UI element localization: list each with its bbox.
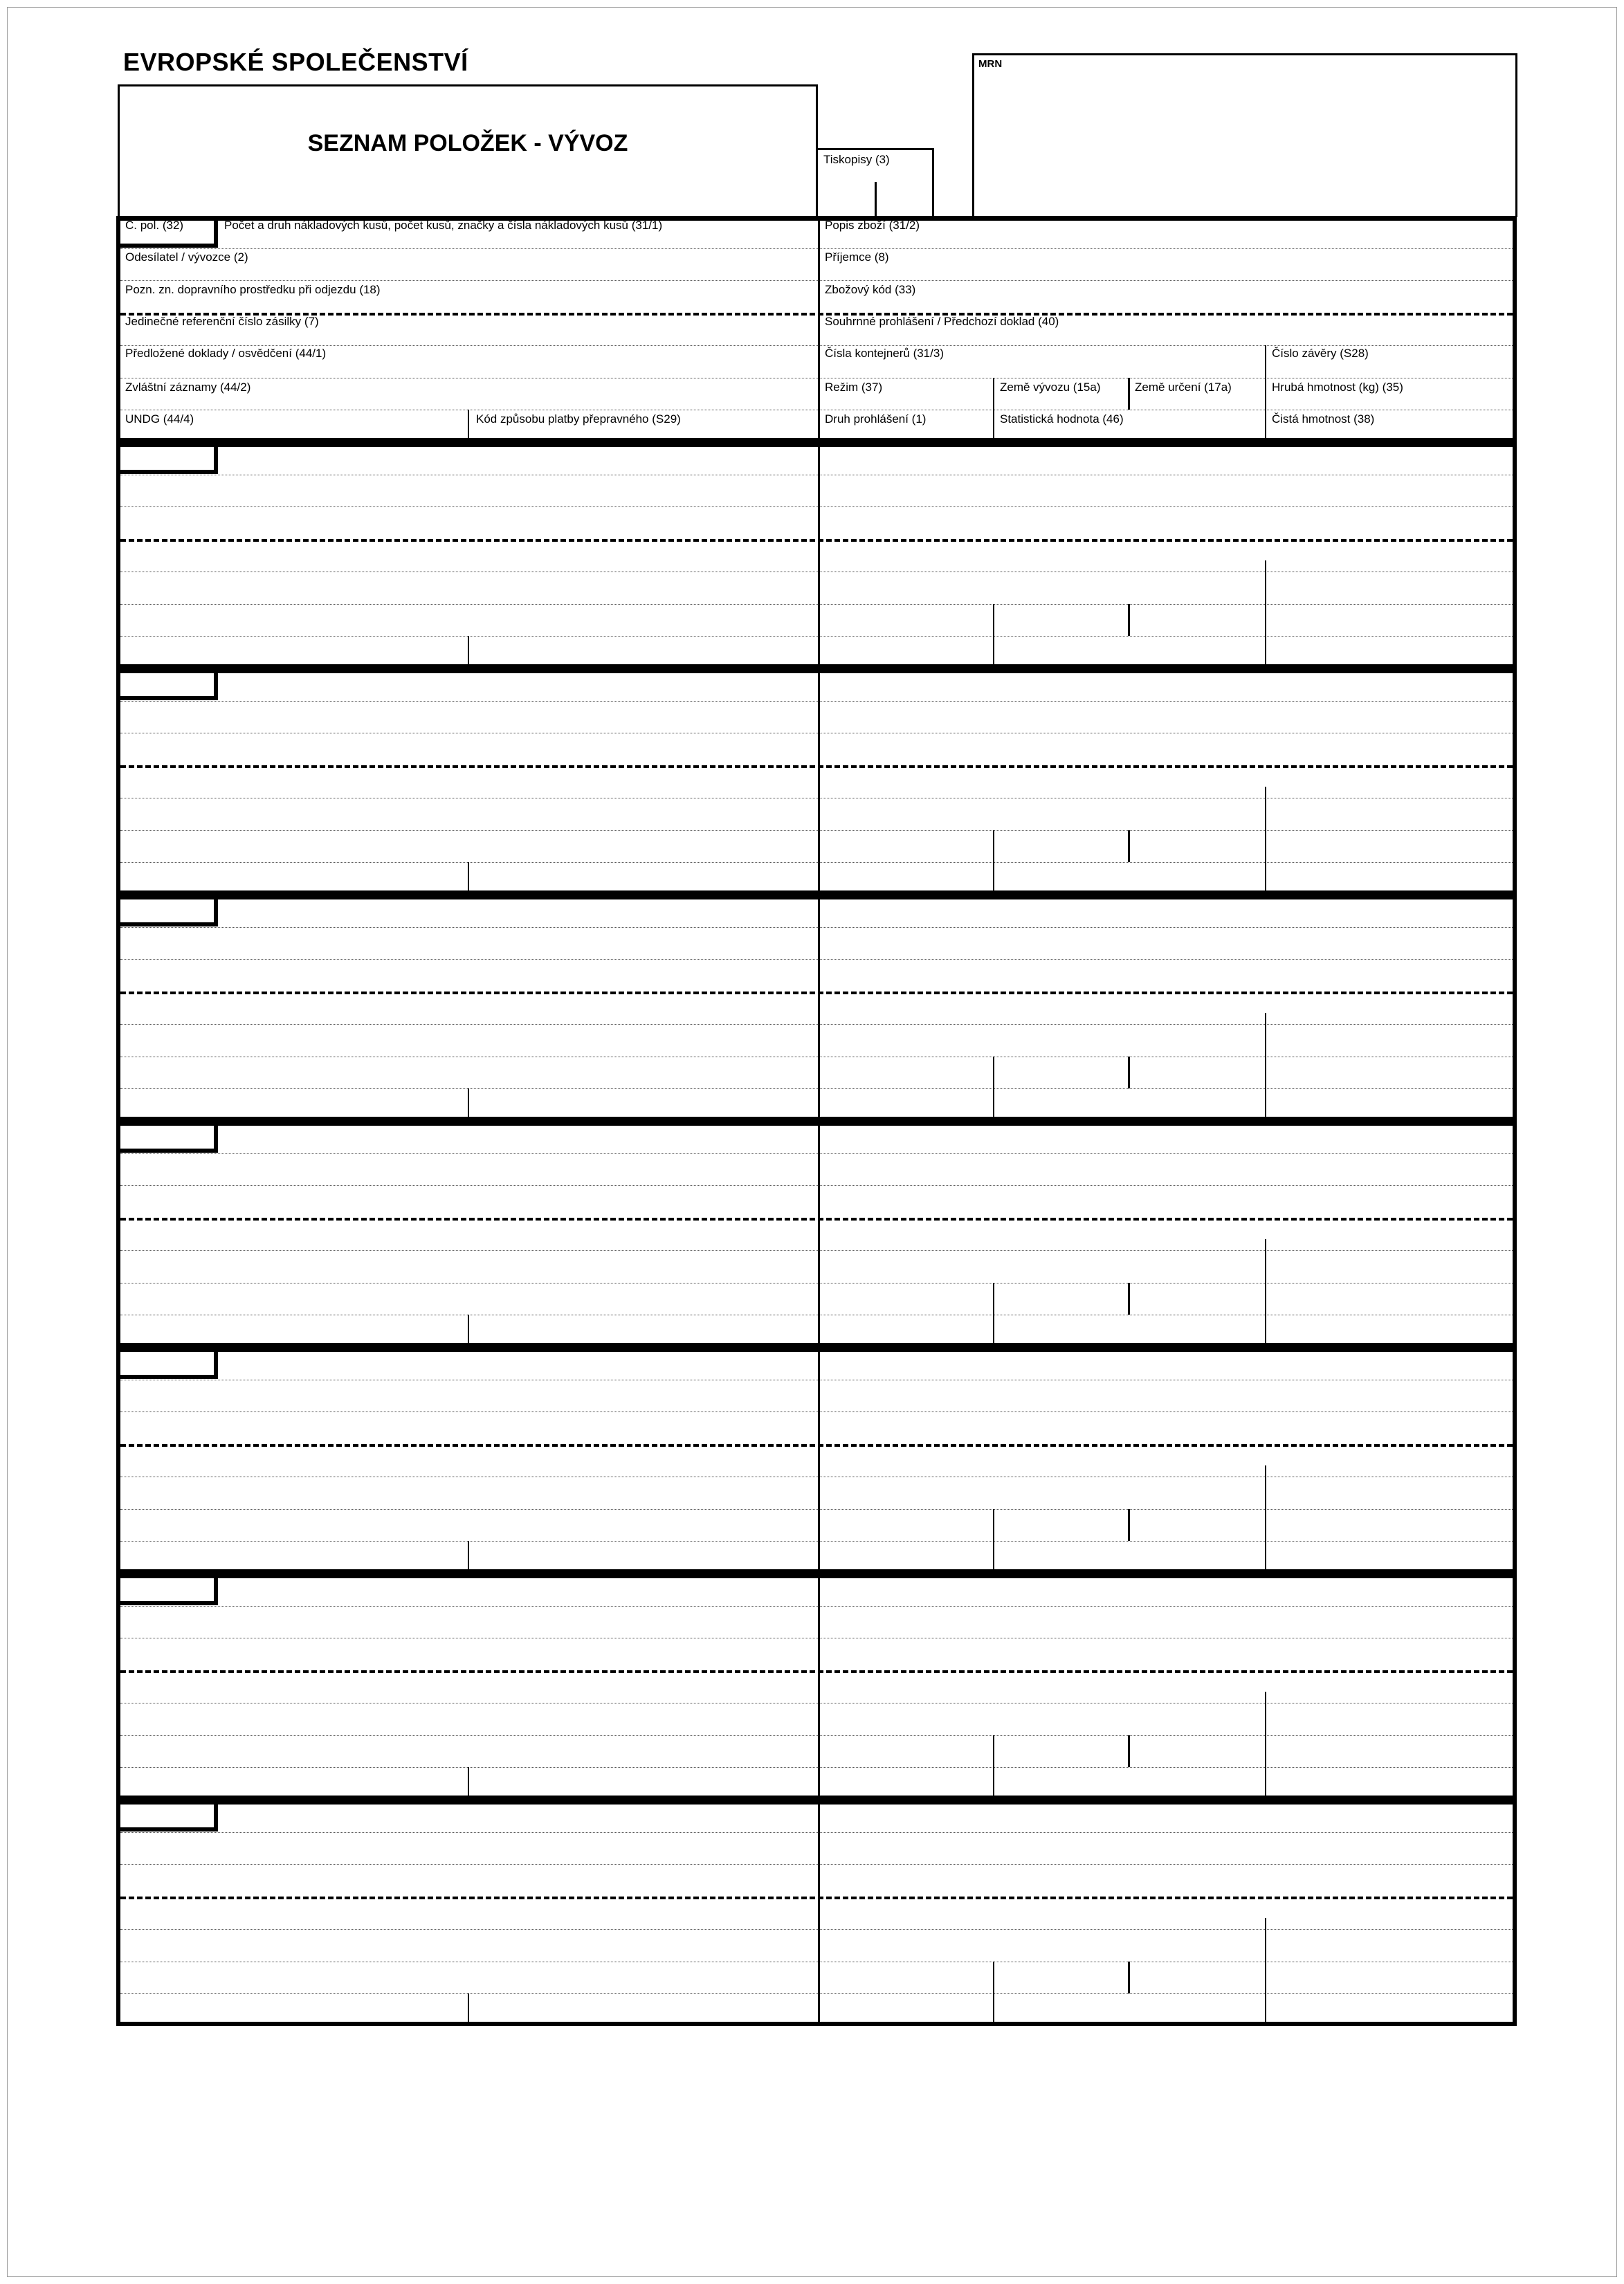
item-block-3-col-b <box>1128 1057 1130 1088</box>
item-block-5-item-no-box[interactable] <box>118 1347 218 1379</box>
item-block-2-row-3 <box>120 765 1513 768</box>
item-block-1-row-3 <box>120 539 1513 542</box>
item-block-7-col-b <box>1128 1962 1130 1993</box>
item-block-7-item-no-box[interactable] <box>118 1800 218 1831</box>
containers-label: Čísla kontejnerů (31/3) <box>825 347 944 360</box>
header-block-row-1 <box>120 248 1513 249</box>
item-block-1-row-6 <box>120 636 1513 637</box>
item-block-3-row-3 <box>120 992 1513 994</box>
item-block-5-col-a <box>993 1509 994 1573</box>
item-block-6 <box>116 1573 1517 1800</box>
item-block-1-col-b <box>1128 604 1130 636</box>
item-block-6-col-b <box>1128 1735 1130 1767</box>
mrn-box[interactable] <box>972 53 1517 217</box>
item-block-1-row-2 <box>120 506 1513 507</box>
item-block-7-undg-col <box>468 1993 469 2026</box>
payment-method-label: Kód způsobu platby přepravného (S29) <box>476 412 681 426</box>
item-block-2-col-b <box>1128 830 1130 862</box>
destination-country-label: Země určení (17a) <box>1135 381 1232 394</box>
community-title: EVROPSKÉ SPOLEČENSTVÍ <box>123 48 468 76</box>
item-block-2-divider <box>818 668 820 895</box>
header-block-row-3 <box>120 313 1513 316</box>
item-block-2-row-6 <box>120 862 1513 863</box>
item-block-4-item-no-box[interactable] <box>118 1121 218 1153</box>
item-block-3-row-6 <box>120 1088 1513 1089</box>
procedure-label: Režim (37) <box>825 381 883 394</box>
statistical-value-label: Statistická hodnota (46) <box>1000 412 1124 426</box>
item-block-2 <box>116 668 1517 895</box>
header-block-divider <box>818 216 820 442</box>
item-block-4-col-b <box>1128 1283 1130 1315</box>
item-block-7-col-a <box>993 1962 994 2026</box>
item-block-7-row-4 <box>120 1929 1513 1930</box>
item-block-5-undg-col <box>468 1541 469 1573</box>
item-block-1 <box>116 442 1517 668</box>
item-block-4 <box>116 1121 1517 1347</box>
item-block-1-row-5 <box>120 604 1513 605</box>
item-block-2-row-1 <box>120 701 1513 702</box>
item-block-3-col-a <box>993 1057 994 1121</box>
item-block-4-row-3 <box>120 1218 1513 1221</box>
item-block-3-divider <box>818 895 820 1121</box>
item-block-7-divider <box>818 1800 820 2026</box>
item-block-3-row-4 <box>120 1024 1513 1025</box>
header-block <box>116 216 1517 442</box>
item-block-3-undg-col <box>468 1088 469 1121</box>
item-block-6-undg-col <box>468 1767 469 1800</box>
item-block-4-col-a <box>993 1283 994 1347</box>
header-block-undg-col <box>468 410 469 442</box>
item-block-5-row-5 <box>120 1509 1513 1510</box>
item-block-2-row-5 <box>120 830 1513 831</box>
item-block-7-seal-col <box>1265 1918 1266 2026</box>
description-label: Popis zboží (31/2) <box>825 219 920 232</box>
item-block-5-col-b <box>1128 1509 1130 1541</box>
item-block-3-item-no-box[interactable] <box>118 895 218 926</box>
item-block-7-row-2 <box>120 1864 1513 1865</box>
forms-tick <box>875 182 877 217</box>
item-block-1-divider <box>818 442 820 668</box>
item-block-4-undg-col <box>468 1315 469 1347</box>
item-block-4-row-4 <box>120 1250 1513 1251</box>
header-block-col-a <box>993 378 994 442</box>
header-block-row-4 <box>120 345 1513 346</box>
consignee-label: Příjemce (8) <box>825 250 889 264</box>
item-block-3-seal-col <box>1265 1013 1266 1121</box>
packages-label: Počet a druh nákladových kusů, počet kusů, značky a čísla nákladových kusů (31/1) <box>224 219 663 232</box>
item-block-7-row-1 <box>120 1832 1513 1833</box>
commodity-code-label: Zbožový kód (33) <box>825 283 916 296</box>
item-block-4-row-1 <box>120 1153 1513 1154</box>
item-block-5-row-6 <box>120 1541 1513 1542</box>
item-block-5-row-2 <box>120 1411 1513 1412</box>
mrn-label: MRN <box>978 58 1003 70</box>
item-block-5-divider <box>818 1347 820 1573</box>
item-block-6-col-a <box>993 1735 994 1800</box>
item-block-6-row-3 <box>120 1670 1513 1673</box>
header-block-col-b <box>1128 378 1130 410</box>
item-block-4-seal-col <box>1265 1239 1266 1347</box>
item-block-1-col-a <box>993 604 994 668</box>
item-block-4-divider <box>818 1121 820 1347</box>
item-block-1-item-no-box[interactable] <box>118 442 218 474</box>
item-block-2-item-no-box[interactable] <box>118 668 218 700</box>
header-block-row-2 <box>120 280 1513 281</box>
header-block-seal-col <box>1265 345 1266 442</box>
gross-mass-label: Hrubá hmotnost (kg) (35) <box>1272 381 1403 394</box>
item-block-6-row-1 <box>120 1606 1513 1607</box>
header-block-item-no-box[interactable] <box>118 216 218 248</box>
item-block-7-row-3 <box>120 1897 1513 1899</box>
forms-label: Tiskopisy (3) <box>823 153 890 166</box>
item-block-5-seal-col <box>1265 1465 1266 1573</box>
item-block-7 <box>116 1800 1517 2026</box>
form-title: SEZNAM POLOŽEK - VÝVOZ <box>307 130 628 156</box>
item-block-1-undg-col <box>468 636 469 668</box>
item-block-2-col-a <box>993 830 994 895</box>
item-block-2-undg-col <box>468 862 469 895</box>
item-block-6-item-no-box[interactable] <box>118 1573 218 1605</box>
item-no-label: C. pol. (32) <box>125 219 184 232</box>
exporter-label: Odesílatel / vývozce (2) <box>125 250 248 264</box>
item-block-5-row-3 <box>120 1444 1513 1447</box>
item-block-2-seal-col <box>1265 787 1266 895</box>
transport-id-label: Pozn. zn. dopravního prostředku při odjezdu (18) <box>125 283 381 296</box>
item-block-1-seal-col <box>1265 560 1266 668</box>
declaration-type-label: Druh prohlášení (1) <box>825 412 927 426</box>
item-block-3-row-2 <box>120 959 1513 960</box>
item-block-6-row-6 <box>120 1767 1513 1768</box>
item-block-3-row-1 <box>120 927 1513 928</box>
seal-label: Číslo závěry (S28) <box>1272 347 1369 360</box>
item-block-7-row-6 <box>120 1993 1513 1994</box>
item-block-6-row-5 <box>120 1735 1513 1736</box>
item-block-6-seal-col <box>1265 1692 1266 1800</box>
item-block-4-row-2 <box>120 1185 1513 1186</box>
item-block-3 <box>116 895 1517 1121</box>
item-block-5 <box>116 1347 1517 1573</box>
special-mentions-label: Zvláštní záznamy (44/2) <box>125 381 251 394</box>
ucr-label: Jedinečné referenční číslo zásilky (7) <box>125 315 319 328</box>
documents-label: Předložené doklady / osvědčení (44/1) <box>125 347 327 360</box>
undg-label: UNDG (44/4) <box>125 412 194 426</box>
net-mass-label: Čistá hmotnost (38) <box>1272 412 1375 426</box>
previous-doc-label: Souhrnné prohlášení / Předchozí doklad (40) <box>825 315 1059 328</box>
item-block-6-divider <box>818 1573 820 1800</box>
export-country-label: Země vývozu (15a) <box>1000 381 1101 394</box>
